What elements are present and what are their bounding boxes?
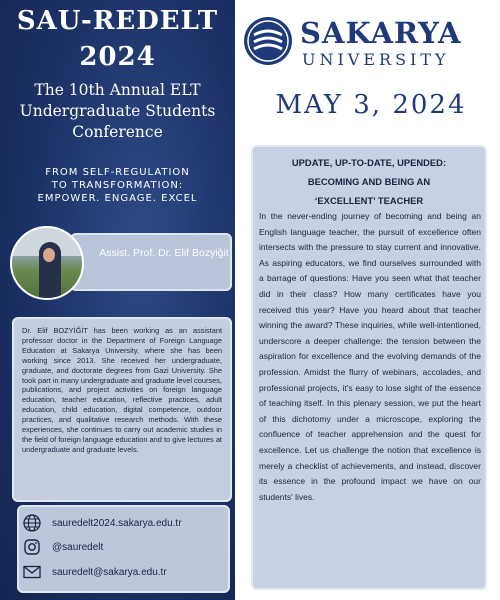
website-link[interactable]: sauredelt2024.sakarya.edu.tr xyxy=(52,517,182,529)
theme-line: FROM SELF-REGULATION xyxy=(45,167,190,178)
abstract-title-line: UPDATE, UP-TO-DATE, UPENDED: xyxy=(291,157,447,168)
abstract-title xyxy=(258,153,480,210)
speaker-name: Assist. Prof. Dr. Elif Bozyiğit xyxy=(99,247,229,259)
university-label: UNIVERSITY xyxy=(302,50,450,69)
conference-title: SAU-REDELT xyxy=(16,6,219,36)
email-link[interactable]: sauredelt@sakarya.edu.tr xyxy=(52,566,167,578)
abstract-title-line: ‘EXCELLENT’ TEACHER xyxy=(314,195,424,206)
abstract-title-line: BECOMING AND BEING AN xyxy=(307,176,431,187)
speaker-card xyxy=(70,233,232,291)
contact-website[interactable] xyxy=(22,513,182,533)
event-date: MAY 3, 2024 xyxy=(275,90,467,120)
abstract-body: In the never-ending journey of becoming and being an English language teacher, the pursuit of excellence often intersects with the pressure to stay current and innovative. As aspiring educators, we find ourselves surrounded with a barrage of questions: Have you seen what that teacher did in their class? How many certificates have you received this year? Have you heard about that teacher winning the award? These inquiries, while well-intentioned, underscore a deeper challenge: the tension between the aspiration for excellence and the evolving demands of the profession. Amidst the flurry of webinars, accolades, and professional projects, it's easy to lose sight of the essence of teaching itself. In this plenary session, we put the heart of this dichotomy under a microscope, exploring the confluence of teacher apprehension and the quest for excellence. Let us challenge the notion that excellence is merely a checklist of achievements, and instead, discover its essence in the profound impact we have on our students' lives. xyxy=(259,211,481,502)
contact-email[interactable] xyxy=(22,562,167,582)
university-name: SAKARYA xyxy=(300,16,462,50)
conference-theme xyxy=(0,166,235,205)
theme-line: EMPOWER. ENGAGE. EXCEL xyxy=(37,193,198,204)
sakarya-logo-icon xyxy=(242,15,294,67)
speaker-photo xyxy=(10,226,84,300)
globe-icon xyxy=(22,513,42,533)
speaker-bio: Dr. Elif BOZYİĞİT has been working as an assistant professor doctor in the Department of Foreign Language Education at Sakarya University, where she has been working since 2013. She received her undergraduate, graduate, and doctorate degrees from Gazi University. She took part in many undergraduate and graduate level courses, publications, and project activities on foreign language education, teacher education, reflective practices, adult education, child education, digital competence, outdoor practices, and qualitative research methods. With these experiences, she continues to carry out academic studies in the field of foreign language education and to give lectures at undergraduate and graduate levels. xyxy=(12,317,232,502)
contact-instagram[interactable] xyxy=(22,537,103,557)
mail-icon xyxy=(22,562,42,582)
conference-year: 2024 xyxy=(79,42,156,72)
conference-subtitle: The 10th Annual ELT Undergraduate Students Conference xyxy=(19,81,216,141)
instagram-handle[interactable]: @sauredelt xyxy=(52,541,104,553)
instagram-icon xyxy=(22,537,42,557)
speaker-face xyxy=(43,248,55,262)
theme-line: TO TRANSFORMATION: xyxy=(51,180,184,191)
